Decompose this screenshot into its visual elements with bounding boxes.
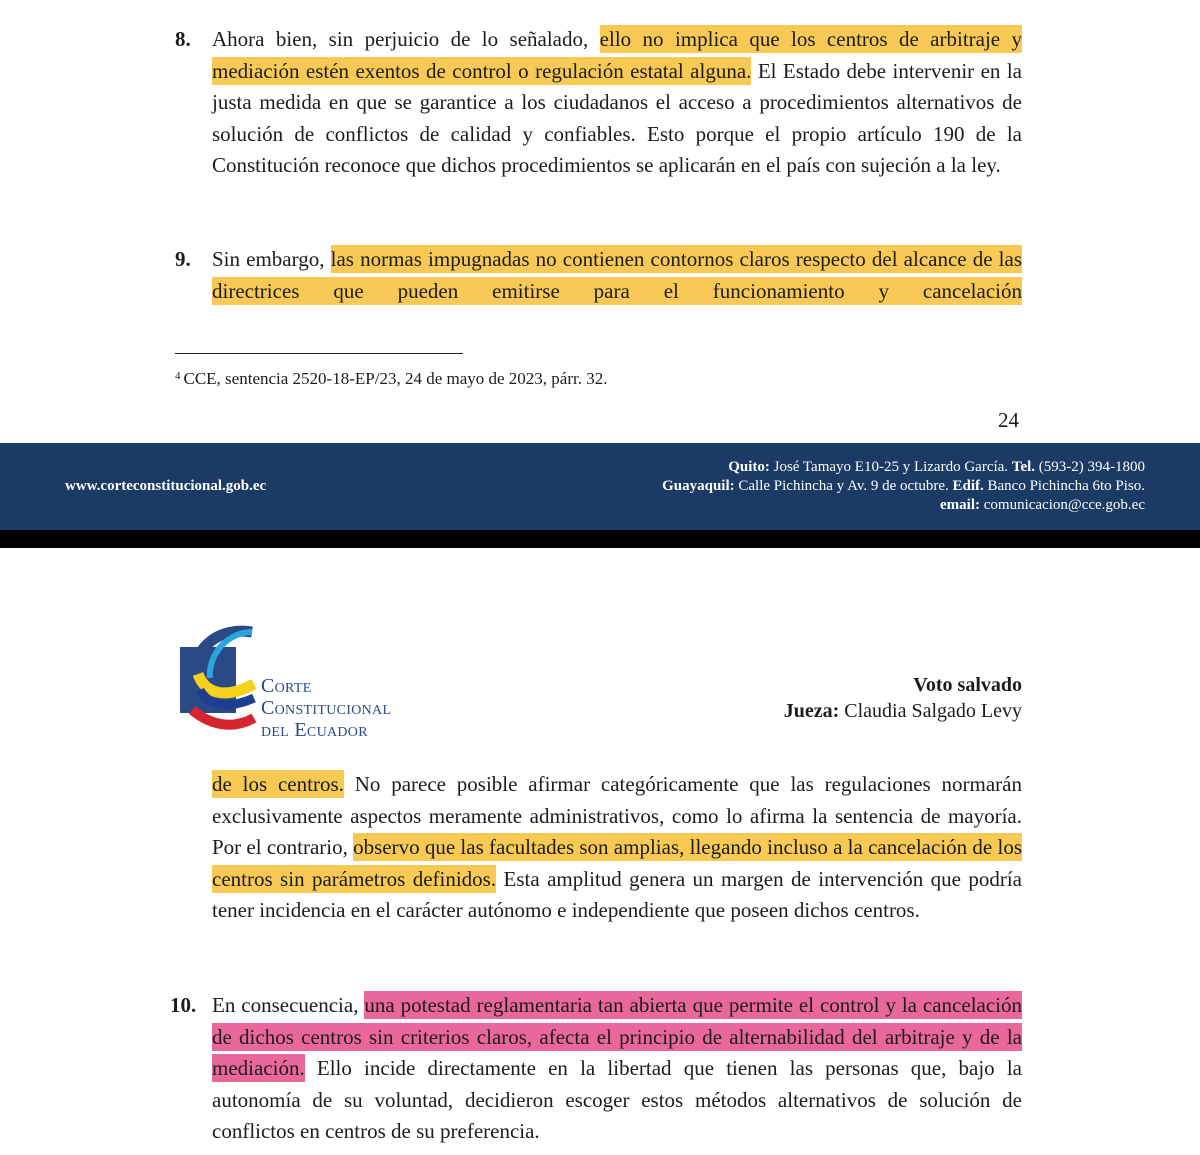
paragraph-8-text-1: Ahora bien, sin perjuicio de lo señalado, xyxy=(212,27,589,51)
paragraph-10-highlight: una potestad reglamentaria tan abierta que permite el control y la cancelación de dichos centros sin criterios claros, afecta el principio de alternabilidad del arbitraje y de la mediación. xyxy=(212,993,1023,1080)
paragraph-9-cont-text-1: No parece posible afirmar categóricamente que las regulaciones normarán exclusivamente aspectos meramente administrativos, como lo afirma la sentencia de mayoría. Por el contrario, xyxy=(212,772,1022,859)
paragraph-9 xyxy=(212,244,1022,307)
footer-guayaquil-line xyxy=(662,477,1145,496)
email-link[interactable]: comunicacion@cce.gob.ec xyxy=(983,497,1145,513)
footer-bar xyxy=(0,443,1200,530)
tel-value: (593-2) 394-1800 xyxy=(1038,459,1145,475)
court-name xyxy=(261,675,391,741)
page-bottom xyxy=(0,548,1200,1155)
document-title: Voto salvado xyxy=(913,674,1022,696)
court-logo xyxy=(178,624,448,744)
tel-label: Tel. xyxy=(1011,459,1036,475)
judge-name: Claudia Salgado Levy xyxy=(844,700,1022,722)
guayaquil-address: Calle Pichincha y Av. 9 de octubre. xyxy=(738,478,949,494)
paragraph-9-cont-highlight-2: observo que las facultades son amplias, llegando incluso a la cancelación de los centros sin parámetros definidos. xyxy=(212,835,1022,891)
paragraph-10 xyxy=(212,990,1022,1148)
footer-website-link[interactable]: www.corteconstitucional.gob.ec xyxy=(65,478,267,494)
page-number: 24 xyxy=(998,408,1019,432)
paragraph-10-text-2: Ello incide directamente en la libertad que tienen las personas que, bajo la autonomía de su voluntad, decidieron escoger estos métodos alternativos de solución de conflictos en centros de su preferencia. xyxy=(212,1056,1022,1143)
paragraph-9-cont-highlight-1: de los centros. xyxy=(212,772,344,796)
paragraph-10-number: 10. xyxy=(170,993,197,1017)
edif-value: Banco Pichincha 6to Piso. xyxy=(987,478,1145,494)
footnote xyxy=(175,369,607,389)
quito-address: José Tamayo E10-25 y Lizardo García. xyxy=(773,459,1009,475)
footnote-divider xyxy=(175,353,463,354)
email-label: email: xyxy=(940,497,980,513)
paragraph-9-continuation xyxy=(212,769,1022,927)
page-top xyxy=(0,0,1200,530)
paragraph-9-number: 9. xyxy=(175,247,191,271)
guayaquil-label: Guayaquil: xyxy=(662,478,735,494)
judge-label: Jueza: xyxy=(783,700,840,722)
paragraph-10-text-1: En consecuencia, xyxy=(212,993,359,1017)
court-name-line-1: Corte xyxy=(261,675,312,697)
quito-label: Quito: xyxy=(728,459,770,475)
judge-line xyxy=(784,698,1022,724)
paragraph-9-highlight: las normas impugnadas no contienen contornos claros respecto del alcance de las directrices que pueden emitirse para el funcionamiento y cancelación xyxy=(212,247,1023,303)
paragraph-8-number: 8. xyxy=(175,27,191,51)
footer-quito-line xyxy=(662,458,1145,477)
paragraph-8-text-2: El Estado debe intervenir en la justa medida en que se garantice a los ciudadanos el acceso a procedimientos alternativos de solución de conflictos de calidad y confiables. Esto porque el propio artículo 190 de la Constitución reconoce que dichos procedimientos se aplicarán en el país con sujeción a la ley. xyxy=(212,58,1022,177)
court-name-line-2: Constitucional xyxy=(261,697,392,719)
document-header xyxy=(784,672,1022,724)
footnote-marker: 4 xyxy=(175,370,181,382)
court-name-line-3: del Ecuador xyxy=(261,719,368,741)
paragraph-8-highlight: ello no implica que los centros de arbitraje y mediación estén exentos de control o regulación estatal alguna. xyxy=(212,27,1023,83)
footer-email-line xyxy=(662,496,1145,515)
paragraph-9-cont-text-2: Esta amplitud genera un margen de intervención que podría tener incidencia en el carácter autónomo e independiente que poseen dichos centros. xyxy=(212,866,1023,922)
paragraph-8 xyxy=(212,24,1022,182)
paragraph-9-text-1: Sin embargo, xyxy=(212,247,325,271)
footer-address xyxy=(662,458,1145,515)
edif-label: Edif. xyxy=(952,478,984,494)
footnote-text: CCE, sentencia 2520-18-EP/23, 24 de mayo de 2023, párr. 32. xyxy=(183,369,608,388)
